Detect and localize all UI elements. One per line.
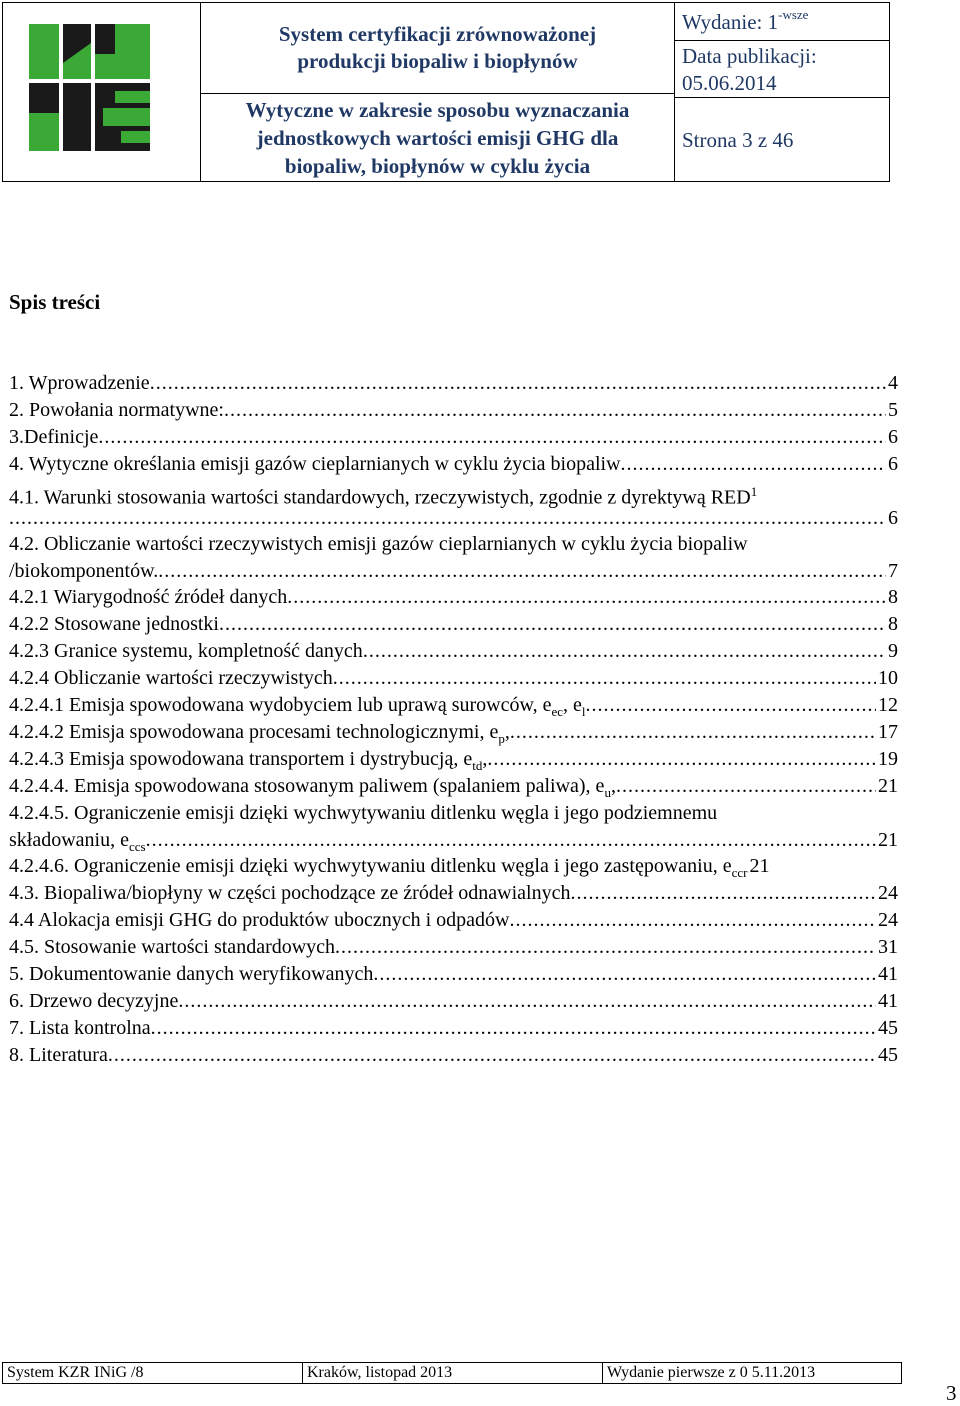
logo-cell	[3, 3, 201, 181]
toc-entry-label	[9, 424, 98, 451]
toc-entry-label	[9, 934, 335, 961]
publication-date: Data publikacji: 05.06.2014	[675, 42, 889, 98]
toc-entry-text: 5. Dokumentowanie danych weryfikowanych	[9, 963, 374, 985]
toc-leader-dots	[570, 880, 876, 907]
toc-entry-label: 4.2.4.5. Ograniczenie emisji dzięki wychwytywaniu ditlenku węgla i jego podziemnemu	[9, 802, 718, 824]
toc-entry-page: 45	[878, 1044, 898, 1066]
toc-entry-label	[9, 397, 224, 424]
toc-leader-dots	[616, 773, 876, 800]
toc-entry[interactable]	[9, 800, 898, 827]
toc-leader-dots	[178, 988, 876, 1015]
toc-entry-page: 6	[888, 426, 898, 448]
meta-cell	[675, 3, 889, 181]
toc-entry-text: 4.2.4.4. Emisja spowodowana stosowanym paliwem (spalaniem paliwa), e	[9, 775, 605, 797]
toc-entry-label	[9, 880, 570, 907]
toc-entry[interactable]	[9, 611, 898, 638]
toc-entry[interactable]	[9, 907, 898, 934]
toc-entry[interactable]	[9, 719, 898, 746]
toc-entry-label	[9, 370, 150, 397]
toc-entry[interactable]	[9, 584, 898, 611]
toc-entry-page: 8	[888, 613, 898, 635]
toc-entry-text: ,	[504, 721, 510, 743]
toc-entry-label	[9, 638, 363, 665]
toc-entry-text: 2. Powołania normatywne:	[9, 399, 224, 421]
toc-entry-subscript: ccs	[128, 839, 146, 854]
table-of-contents	[9, 370, 898, 1069]
toc-entry-label	[9, 1042, 108, 1069]
edition-info: Wydanie: $1^{-wsze}$	[675, 3, 889, 41]
toc-entry-text: 7. Lista kontrolna	[9, 1017, 151, 1039]
toc-leader-dots	[150, 370, 886, 397]
toc-entry[interactable]	[9, 692, 898, 719]
toc-leader-dots	[9, 505, 886, 531]
toc-entry-text: 4.2.4.6. Ograniczenie emisji dzięki wychwytywaniu ditlenku węgla i jego zastępowaniu, e	[9, 855, 732, 877]
toc-entry-page: 4	[888, 372, 898, 394]
toc-leader-dots	[287, 584, 886, 611]
toc-entry[interactable]	[9, 773, 898, 800]
toc-entry-text: 3.Definicje	[9, 426, 99, 448]
toc-entry[interactable]	[9, 397, 898, 424]
toc-entry-page: 21	[878, 775, 898, 797]
toc-leader-dots	[146, 827, 876, 853]
toc-entry-text: 4.2.3 Granice systemu, kompletność danych	[9, 640, 363, 662]
document-header	[2, 2, 890, 182]
page-number: 3	[946, 1381, 957, 1405]
toc-entry[interactable]	[9, 1042, 898, 1069]
toc-entry-text: 8. Literatura	[9, 1044, 108, 1066]
toc-entry-text: 1. Wprowadzenie	[9, 372, 150, 394]
toc-entry-page: 21	[878, 829, 898, 851]
toc-entry-page: 8	[888, 586, 898, 608]
toc-entry[interactable]	[9, 478, 898, 509]
toc-entry-subscript: ec	[551, 704, 564, 719]
toc-entry-continuation[interactable]	[9, 558, 898, 584]
toc-entry-text: 6. Drzewo decyzyjne	[9, 990, 179, 1012]
toc-leader-dots	[373, 961, 876, 988]
document-footer	[2, 1362, 902, 1384]
toc-entry-page: 6	[888, 507, 898, 529]
toc-entry[interactable]	[9, 988, 898, 1015]
toc-entry[interactable]	[9, 665, 898, 692]
toc-entry-page: 24	[878, 909, 898, 931]
toc-entry-page: 24	[878, 882, 898, 904]
toc-entry-label	[9, 961, 373, 988]
toc-entry-page: 19	[878, 748, 898, 770]
toc-entry-page: 21	[749, 855, 770, 877]
toc-entry-subscript: p	[498, 731, 505, 746]
toc-leader-dots	[219, 611, 886, 638]
toc-entry-label	[9, 988, 178, 1015]
toc-leader-dots	[108, 1042, 876, 1069]
page-info: Strona 3 z 46	[682, 127, 794, 152]
toc-entry-text: ,	[610, 775, 616, 797]
toc-entry[interactable]	[9, 880, 898, 907]
footer-edition: Wydanie pierwsze z 0 5.11.2013	[607, 1364, 816, 1381]
toc-entry[interactable]	[9, 638, 898, 665]
toc-leader-dots	[621, 451, 886, 478]
toc-entry-subscript: l	[581, 704, 586, 719]
toc-leader-dots	[510, 719, 876, 746]
toc-entry[interactable]	[9, 1015, 898, 1042]
toc-entry-text: 4.2.2 Stosowane jednostki	[9, 613, 219, 635]
inig-logo	[3, 3, 200, 181]
toc-entry-page: 45	[878, 1017, 898, 1039]
toc-entry[interactable]	[9, 370, 898, 397]
toc-entry-text: 4.2.1 Wiarygodność źródeł danych	[9, 586, 288, 608]
toc-leader-dots	[509, 907, 876, 934]
toc-entry-text: ,	[482, 748, 488, 770]
toc-leader-dots	[333, 665, 876, 692]
toc-entry-subscript: td	[472, 758, 483, 773]
toc-entry-page: 9	[888, 640, 898, 662]
toc-entry-cont-text: składowaniu, e	[9, 829, 129, 851]
toc-entry-page: 17	[878, 721, 898, 743]
toc-entry-text: 4.2.4.3 Emisja spowodowana transportem i dystrybucją, e	[9, 748, 473, 770]
toc-entry-text: 4.1. Warunki stosowania wartości standardowych, rzeczywistych, zgodnie z dyrektywą RED	[9, 486, 751, 509]
toc-entry[interactable]	[9, 531, 898, 558]
toc-entry-continuation[interactable]	[9, 505, 898, 531]
toc-entry[interactable]	[9, 746, 898, 773]
toc-entry[interactable]	[9, 424, 898, 451]
toc-entry-text: 4.2.4 Obliczanie wartości rzeczywistych	[9, 667, 333, 689]
toc-leader-dots	[363, 638, 886, 665]
title-cell	[201, 3, 675, 181]
toc-entry-text: , e	[563, 694, 582, 716]
system-title: System certyfikacji zrównoważonej produkcji biopaliw i biopłynów	[201, 3, 674, 94]
toc-entry-subscript: ccr	[731, 865, 748, 880]
toc-entry-page: 41	[878, 990, 898, 1012]
toc-entry-page: 41	[878, 963, 898, 985]
toc-entry-superscript: 1	[750, 484, 758, 499]
toc-entry-page: 7	[888, 560, 898, 582]
toc-entry-page: 12	[878, 694, 898, 716]
toc-entry-page: 6	[888, 453, 898, 475]
toc-entry[interactable]	[9, 451, 898, 478]
toc-leader-dots	[224, 397, 886, 424]
toc-entry-text: 4.3. Biopaliwa/biopłyny w części pochodzące ze źródeł odnawialnych	[9, 882, 571, 904]
document-title: Wytyczne w zakresie sposobu wyznaczania jednostkowych wartości emisji GHG dla biopaliw, biopłynów w cyklu życia	[245, 97, 630, 178]
footer-place-date: Kraków, listopad 2013	[303, 1363, 603, 1383]
toc-entry-text: 4.2.4.2 Emisja spowodowana procesami technologicznymi, e	[9, 721, 499, 743]
toc-entry-page: 5	[888, 399, 898, 421]
toc-entry-text: 4.5. Stosowanie wartości standardowych	[9, 936, 336, 958]
toc-entry-subscript: u	[604, 785, 611, 800]
toc-entry-text: 4.4 Alokacja emisji GHG do produktów ubocznych i odpadów	[9, 909, 510, 931]
toc-entry-continuation[interactable]	[9, 827, 898, 853]
toc-entry-page: 10	[878, 667, 898, 689]
toc-leader-dots	[586, 692, 876, 719]
toc-entry[interactable]	[9, 934, 898, 961]
toc-entry[interactable]	[9, 961, 898, 988]
footer-system: System KZR INiG /8	[3, 1363, 303, 1383]
toc-entry-label: 4.2. Obliczanie wartości rzeczywistych emisji gazów cieplarnianych w cyklu życia biopaliw	[9, 533, 748, 555]
toc-entry-text: 4.2.4.1 Emisja spowodowana wydobyciem lub uprawą surowców, e	[9, 694, 552, 716]
toc-entry-label	[9, 665, 333, 692]
toc-entry-label	[9, 1015, 151, 1042]
toc-entry[interactable]	[9, 853, 898, 880]
toc-leader-dots	[151, 1015, 876, 1042]
toc-entry-label	[9, 907, 509, 934]
toc-leader-dots	[158, 558, 886, 584]
toc-entry-label	[9, 451, 621, 478]
toc-entry-cont-text: /biokomponentów.	[9, 560, 159, 582]
toc-title: Spis treści	[9, 290, 101, 314]
toc-entry-label	[9, 558, 158, 584]
toc-entry-text: 4. Wytyczne określania emisji gazów cieplarnianych w cyklu życia biopaliw	[9, 453, 621, 475]
toc-entry-label	[9, 611, 219, 638]
toc-entry-label	[9, 584, 287, 611]
toc-entry-page: 31	[878, 936, 898, 958]
toc-leader-dots	[98, 424, 886, 451]
toc-leader-dots	[487, 746, 876, 773]
toc-leader-dots	[335, 934, 876, 961]
